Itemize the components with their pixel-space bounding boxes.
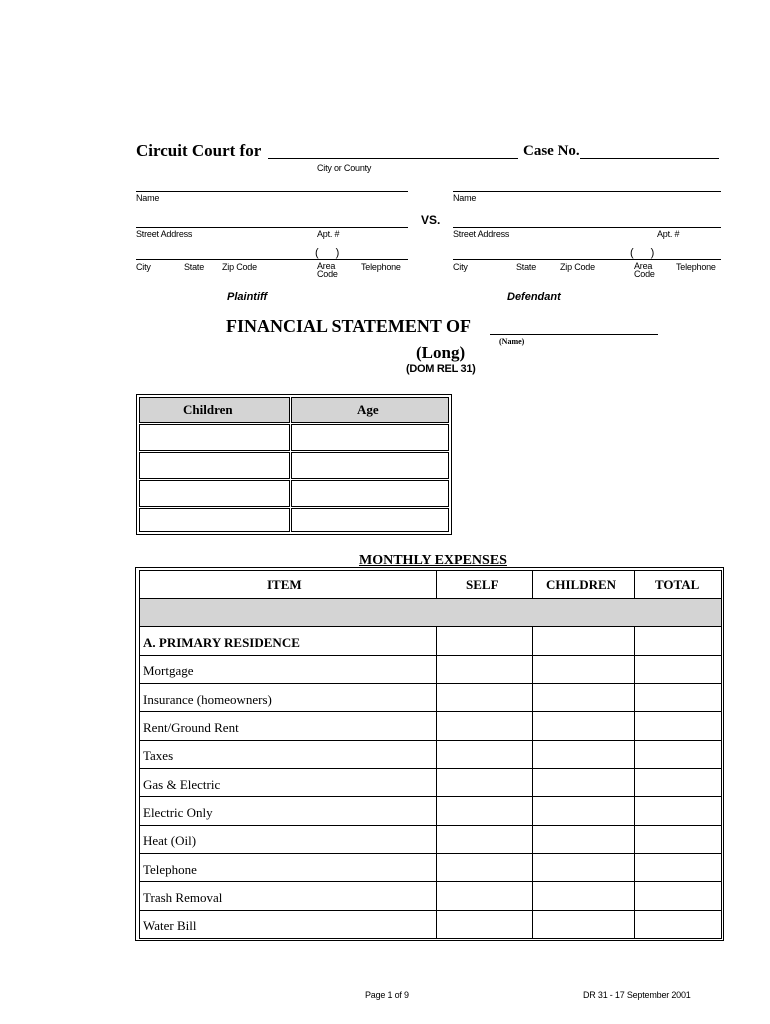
defendant-code-text: Code: [634, 269, 655, 279]
children-header: Children: [183, 402, 233, 417]
plaintiff-city-line-field[interactable]: [136, 259, 408, 260]
child-age-cell[interactable]: [291, 480, 449, 507]
defendant-phone-label: Telephone: [676, 262, 716, 272]
item-column-header: ITEM: [267, 577, 302, 592]
expense-item-label: Rent/Ground Rent: [143, 720, 239, 735]
form-subtitle: (Long): [416, 343, 466, 362]
child-age-cell[interactable]: [291, 452, 449, 479]
plaintiff-apt-label: Apt. #: [317, 229, 340, 239]
expense-item-label: Trash Removal: [143, 890, 223, 905]
plaintiff-name-field[interactable]: [136, 191, 408, 192]
child-name-cell[interactable]: [139, 480, 290, 507]
plaintiff-city-label: City: [136, 262, 151, 272]
vs-label: VS.: [421, 213, 441, 227]
children-column-header: CHILDREN: [546, 577, 617, 592]
expenses-title: MONTHLY EXPENSES: [359, 553, 507, 568]
plaintiff-area-code-label: [317, 262, 338, 278]
form-version: DR 31 - 17 September 2001: [583, 990, 691, 1000]
child-name-cell[interactable]: [139, 508, 290, 532]
expense-item-label: Insurance (homeowners): [143, 692, 272, 707]
defendant-area-code-label: [634, 262, 655, 278]
defendant-area-text: Area: [634, 261, 653, 271]
court-label: Circuit Court for: [136, 141, 262, 160]
expense-item-label: Gas & Electric: [143, 777, 221, 792]
defendant-street-field[interactable]: [453, 227, 721, 228]
plaintiff-role: Plaintiff: [227, 291, 268, 303]
expense-item-label: Taxes: [143, 748, 174, 763]
case-number-label: Case No.: [523, 143, 580, 159]
defendant-name-label: Name: [453, 193, 477, 203]
section-band: [140, 599, 721, 626]
section-primary-residence: A. PRIMARY RESIDENCE: [143, 635, 300, 650]
form-title: FINANCIAL STATEMENT OF: [226, 316, 472, 336]
plaintiff-street-label: Street Address: [136, 229, 193, 239]
expense-item-label: Telephone: [143, 862, 197, 877]
defendant-role: Defendant: [507, 291, 561, 303]
plaintiff-zip-label: Zip Code: [222, 262, 257, 272]
expense-item-label: Heat (Oil): [143, 833, 197, 848]
defendant-apt-label: Apt. #: [657, 229, 680, 239]
defendant-zip-label: Zip Code: [560, 262, 595, 272]
child-age-cell[interactable]: [291, 508, 449, 532]
defendant-city-label: City: [453, 262, 468, 272]
defendant-name-field[interactable]: [453, 191, 721, 192]
child-name-cell[interactable]: [139, 424, 290, 451]
defendant-area-paren: ( ): [630, 247, 655, 259]
plaintiff-area-paren: ( ): [315, 247, 340, 259]
plaintiff-name-label: Name: [136, 193, 160, 203]
expense-item-label: Electric Only: [143, 805, 213, 820]
plaintiff-phone-label: Telephone: [361, 262, 401, 272]
defendant-street-label: Street Address: [453, 229, 510, 239]
child-name-cell[interactable]: [139, 452, 290, 479]
plaintiff-street-field[interactable]: [136, 227, 408, 228]
children-table: [136, 394, 452, 535]
court-sublabel: City or County: [317, 163, 372, 173]
age-header: Age: [357, 402, 379, 417]
form-reference: (DOM REL 31): [406, 363, 476, 375]
statement-name-field[interactable]: [490, 334, 658, 335]
expense-item-label: Mortgage: [143, 663, 194, 678]
total-column-header: TOTAL: [655, 577, 700, 592]
plaintiff-code-text: Code: [317, 269, 338, 279]
case-number-field[interactable]: [580, 158, 719, 159]
plaintiff-area-text: Area: [317, 261, 336, 271]
self-column-header: SELF: [466, 577, 499, 592]
defendant-state-label: State: [516, 262, 537, 272]
page-number: Page 1 of 9: [365, 990, 409, 1000]
name-hint: (Name): [499, 337, 525, 346]
plaintiff-state-label: State: [184, 262, 205, 272]
expense-item-label: Water Bill: [143, 918, 197, 933]
defendant-city-line-field[interactable]: [453, 259, 721, 260]
child-age-cell[interactable]: [291, 424, 449, 451]
court-name-field[interactable]: [268, 158, 518, 159]
